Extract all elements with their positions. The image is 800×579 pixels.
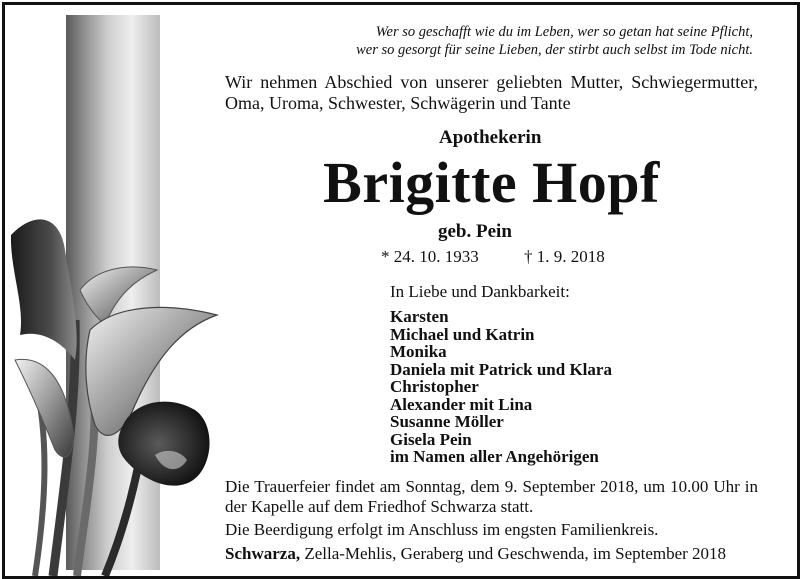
mourner-name: Karsten [390, 307, 449, 326]
motto-line-1: Wer so geschafft wie du im Leben, wer so getan hat seine Pflicht, [375, 24, 753, 40]
burial-info: Die Beerdigung erfolgt im Anschluss im engsten Familienkreis. [225, 520, 659, 539]
place-and-date [225, 544, 726, 564]
deceased-name: Brigitte Hopf [323, 150, 660, 215]
mourner-name: Monika [390, 342, 447, 361]
mourner-name: im Namen aller Angehörigen [390, 447, 599, 466]
mourner-name: Gisela Pein [390, 429, 472, 449]
birth-date: * 24. 10. 1933 [381, 247, 479, 266]
mourner-name: Michael und Katrin [390, 324, 535, 344]
mourners-list [390, 308, 612, 466]
maiden-name: geb. Pein [438, 221, 512, 242]
mourner-name: Christopher [390, 377, 479, 396]
intro-text: Wir nehmen Abschied von unserer geliebten Mutter, Schwiegermutter, Oma, Uroma, Schwester, Schwägerin und Tante [225, 72, 758, 113]
mourner-name: Daniela mit Patrick und Klara [390, 359, 612, 379]
place-town: Schwarza, [225, 544, 301, 563]
obituary-frame [2, 2, 800, 579]
calla-lily-image [5, 210, 235, 576]
mourner-name: Susanne Möller [390, 412, 504, 431]
mourner-name: Alexander mit Lina [390, 394, 533, 414]
funeral-info: Die Trauerfeier findet am Sonntag, dem 9. September 2018, um 10.00 Uhr in der Kapelle auf dem Friedhof Schwarza statt. [225, 477, 758, 516]
place-rest: Zella-Mehlis, Geraberg und Geschwenda, im September 2018 [300, 544, 727, 563]
death-date: † 1. 9. 2018 [524, 247, 605, 266]
deceased-title: Apothekerin [439, 127, 542, 148]
motto-line-2: wer so gesorgt für seine Lieben, der stirbt auch selbst im Tode nicht. [356, 42, 753, 58]
motto-verse [305, 23, 753, 59]
mourners-heading: In Liebe und Dankbarkeit: [390, 282, 570, 301]
